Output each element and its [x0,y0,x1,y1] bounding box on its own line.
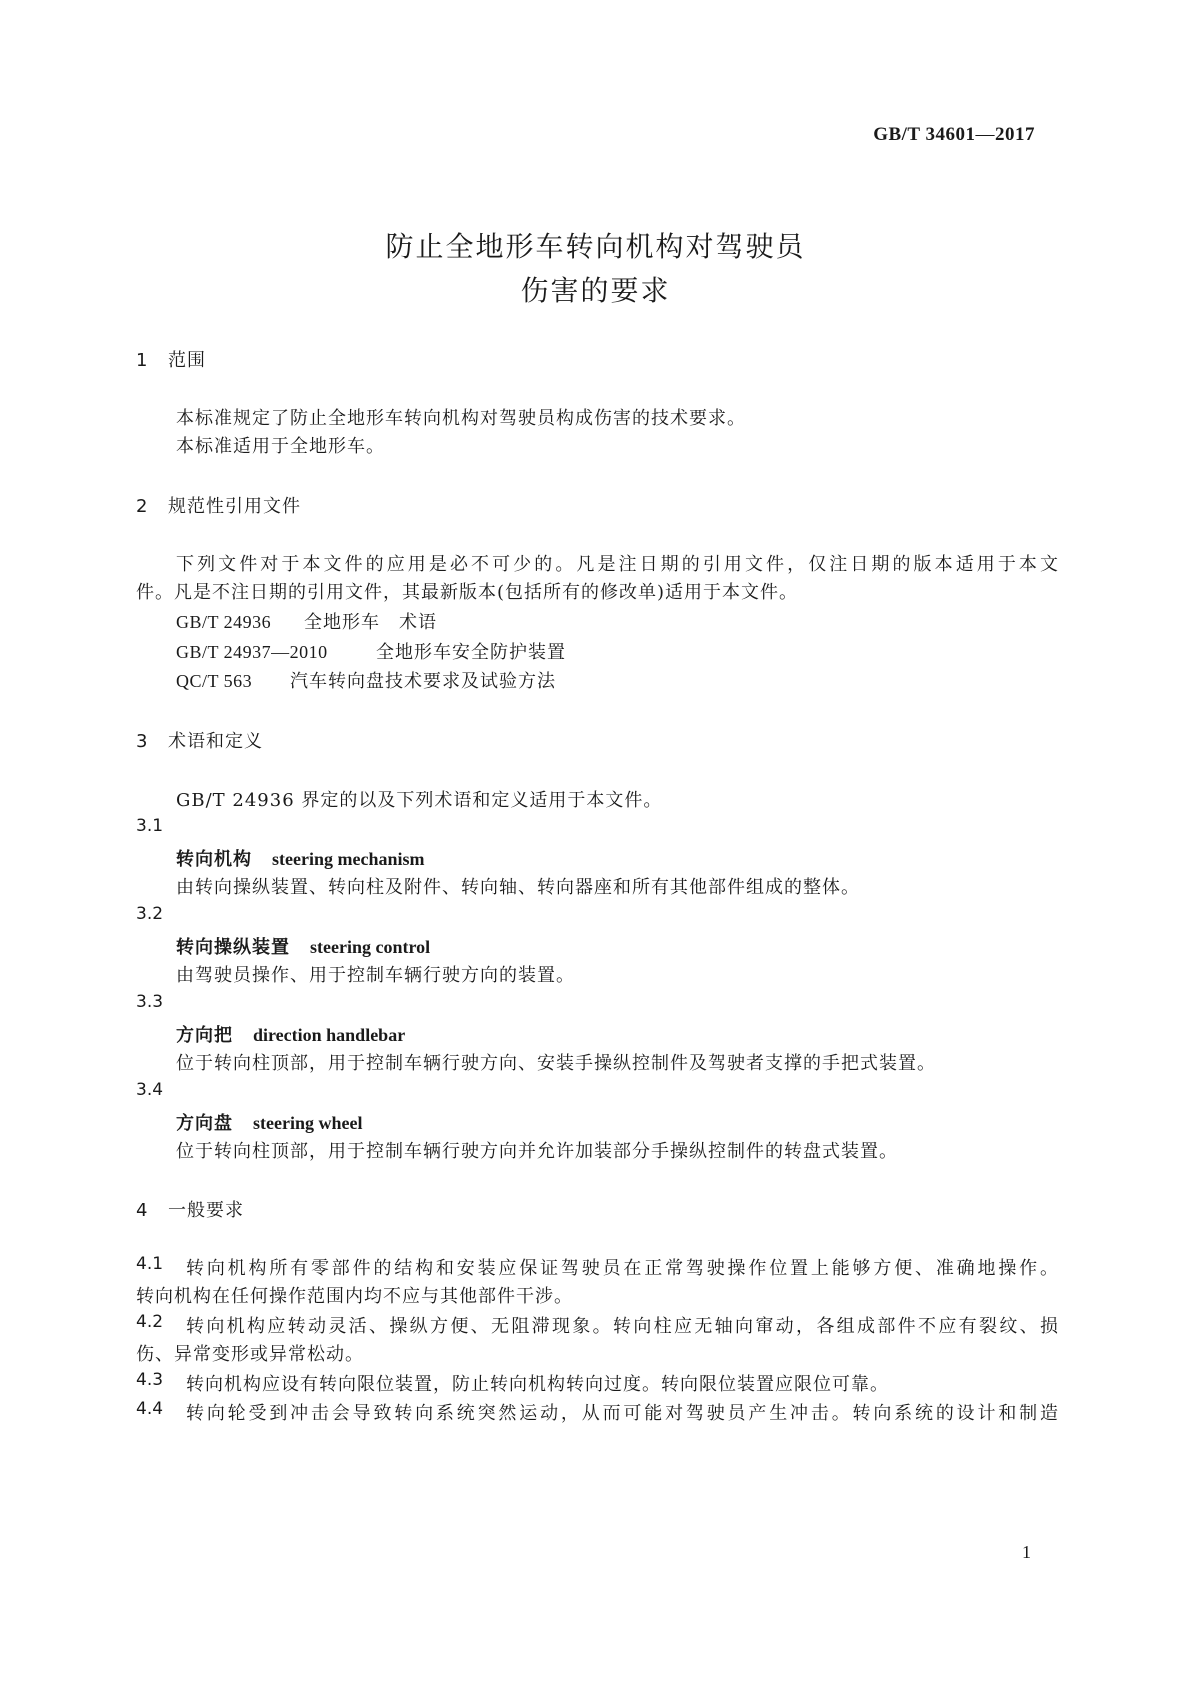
term-en: direction handlebar [253,1025,406,1045]
term-en: steering wheel [253,1113,363,1133]
reference-code: GB/T 24936 [176,612,272,632]
term-heading [176,1021,405,1047]
clause-number: 4.4 [136,1399,164,1419]
section-number: 4 [136,1200,149,1221]
term-heading [176,933,430,959]
section-4-heading [136,1196,244,1222]
reference-code: GB/T 24937—2010 [176,642,328,662]
standard-code: GB/T 34601 [873,124,976,145]
section-2-heading [136,492,301,518]
clause-text: 转向机构应设有转向限位装置，防止转向机构转向过度。转向限位装置应限位可靠。 [186,1374,889,1395]
reference-item [176,638,566,664]
section-3-heading [136,727,263,753]
term-definition: 由转向操纵装置、转向柱及附件、转向轴、转向器座和所有其他部件组成的整体。 [176,877,860,898]
clause-text: 转向轮受到冲击会导致转向系统突然运动，从而可能对驾驶员产生冲击。转向系统的设计和制造 [186,1403,1059,1424]
section-number: 3 [136,731,149,752]
term-number: 3.3 [136,992,164,1012]
section-title: 范围 [168,350,206,371]
standard-dash: — [975,124,995,145]
section-title: 术语和定义 [168,731,263,752]
title-line-1: 防止全地形车转向机构对驾驶员 [385,230,806,263]
term-cn: 方向把 [176,1025,233,1046]
reference-title: 全地形车安全防护装置 [376,642,566,663]
term-number: 3.1 [136,816,164,836]
standard-number [873,124,1035,146]
section-title: 一般要求 [168,1200,244,1221]
reference-title: 汽车转向盘技术要求及试验方法 [290,671,556,692]
reference-title: 全地形车 术语 [304,612,437,633]
section-2-para-line-1: 下列文件对于本文件的应用是必不可少的。凡是注日期的引用文件，仅注日期的版本适用于本文 [176,554,1059,575]
term-definition: 位于转向柱顶部，用于控制车辆行驶方向、安装手操纵控制件及驾驶者支撑的手把式装置。 [176,1053,936,1074]
section-number: 1 [136,350,149,371]
clause-number: 4.1 [136,1254,164,1274]
term-definition: 位于转向柱顶部，用于控制车辆行驶方向并允许加装部分手操纵控制件的转盘式装置。 [176,1141,898,1162]
document-title [0,225,1191,313]
term-number: 3.4 [136,1080,164,1100]
clause-text: 转向机构应转动灵活、操纵方便、无阻滞现象。转向柱应无轴向窜动，各组成部件不应有裂纹、损 [186,1316,1059,1337]
reference-item [176,667,556,693]
term-number: 3.2 [136,904,164,924]
section-2-para-line-2: 件。凡是不注日期的引用文件，其最新版本(包括所有的修改单)适用于本文件。 [136,582,799,603]
clause-text: 转向机构所有零部件的结构和安装应保证驾驶员在正常驾驶操作位置上能够方便、准确地操作。 [186,1258,1059,1279]
section-number: 2 [136,496,149,517]
term-en: steering mechanism [272,849,425,869]
page-number: 1 [1022,1542,1031,1562]
clause-number: 4.3 [136,1370,164,1390]
term-heading [176,1109,362,1135]
term-definition: 由驾驶员操作、用于控制车辆行驶方向的装置。 [176,965,575,986]
reference-item [176,608,437,634]
title-line-2: 伤害的要求 [520,274,671,307]
clause-text: 伤、异常变形或异常松动。 [136,1344,364,1365]
standard-year: 2017 [995,124,1035,145]
section-1-para-2: 本标准适用于全地形车。 [176,436,385,457]
term-cn: 转向操纵装置 [176,937,290,958]
term-en: steering control [310,937,431,957]
term-cn: 转向机构 [176,849,252,870]
clause-text: 转向机构在任何操作范围内均不应与其他部件干涉。 [136,1286,573,1307]
term-heading [176,845,424,871]
section-1-para-1: 本标准规定了防止全地形车转向机构对驾驶员构成伤害的技术要求。 [176,408,746,429]
section-1-heading [136,346,206,372]
section-title: 规范性引用文件 [168,496,301,517]
reference-code: QC/T 563 [176,671,253,691]
section-3-intro: GB/T 24936 界定的以及下列术语和定义适用于本文件。 [176,790,663,811]
clause-number: 4.2 [136,1312,164,1332]
term-cn: 方向盘 [176,1113,233,1134]
